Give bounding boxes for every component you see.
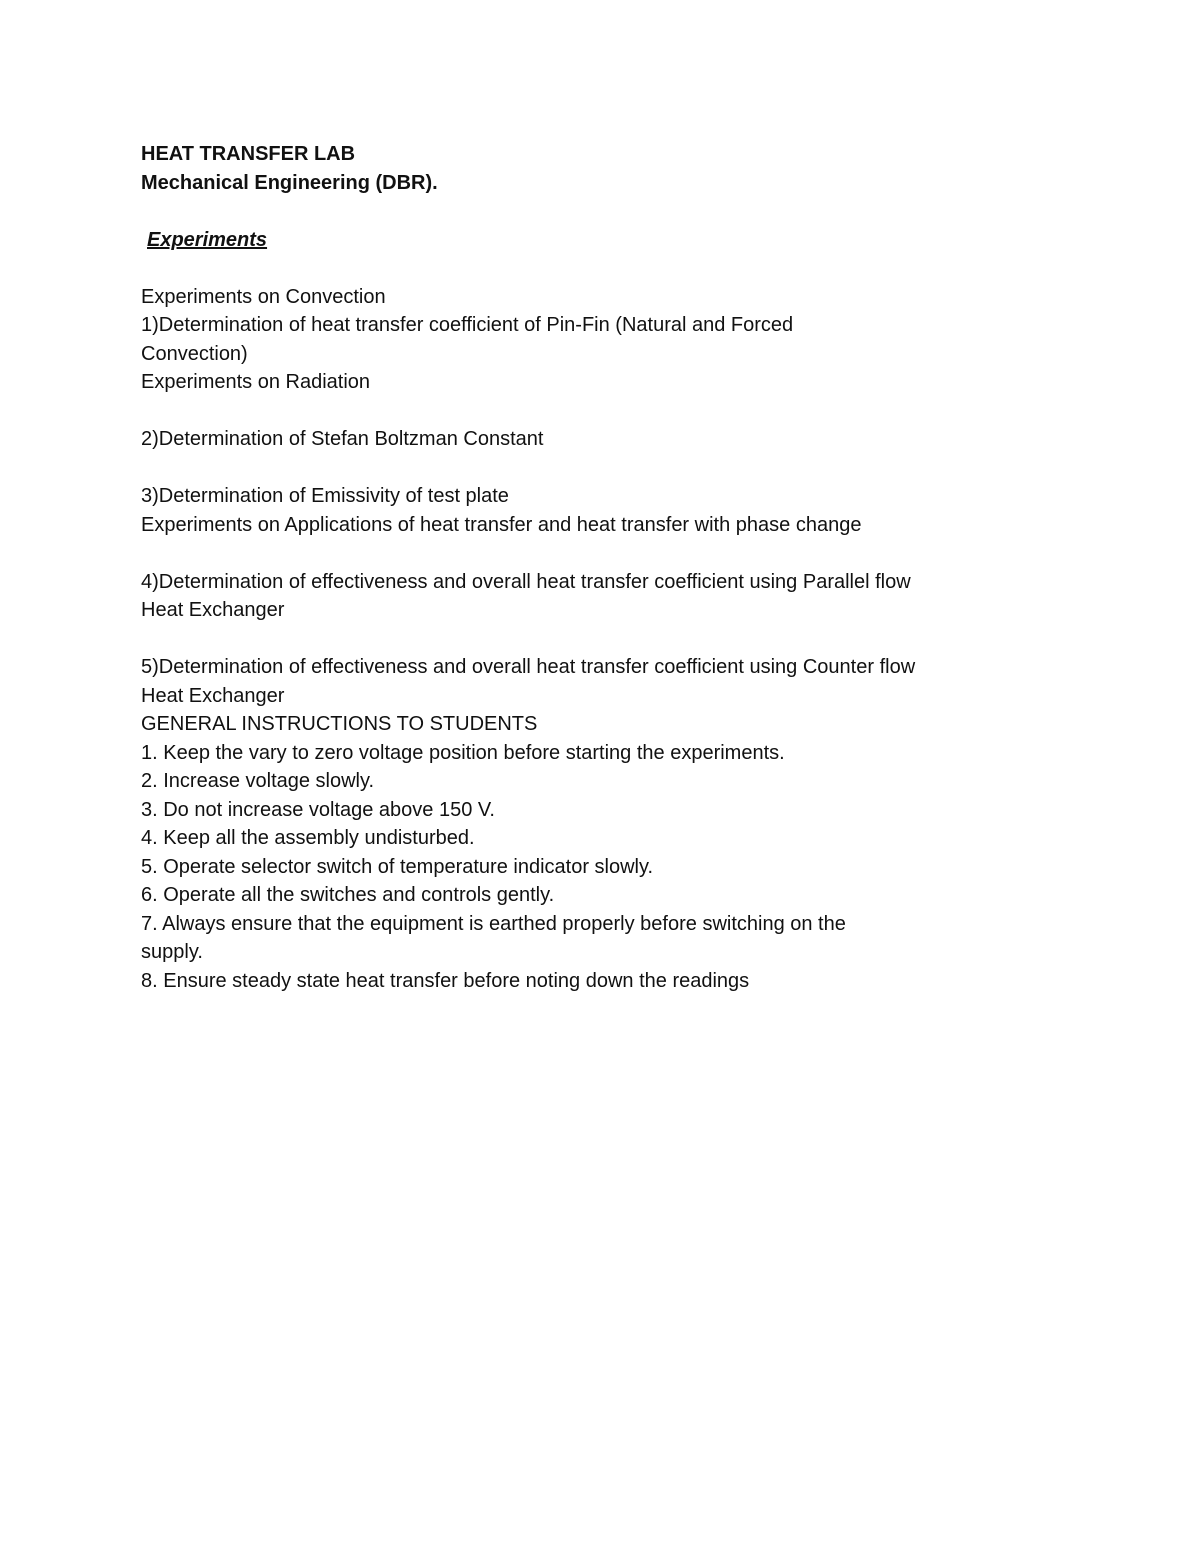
radiation-heading: Experiments on Radiation: [141, 371, 371, 393]
spacer: [141, 625, 1021, 654]
instruction-item: 2. Increase voltage slowly.: [141, 770, 375, 792]
applications-heading: Experiments on Applications of heat transfer and heat transfer with phase change: [141, 513, 862, 536]
experiment-1-line-1: 1)Determination of heat transfer coefficient of Pin-Fin (Natural and Forced: [141, 314, 794, 336]
document-title: HEAT TRANSFER LAB: [141, 143, 356, 165]
instruction-item: 1. Keep the vary to zero voltage position before starting the experiments.: [141, 741, 785, 764]
section-heading-row: [141, 226, 1021, 255]
spacer: [141, 197, 1021, 226]
experiment-3: 3)Determination of Emissivity of test plate: [141, 485, 509, 507]
instruction-item: 4. Keep all the assembly undisturbed.: [141, 827, 475, 849]
instruction-item: 5. Operate selector switch of temperature indicator slowly.: [141, 855, 654, 878]
experiment-1-line-2: Convection): [141, 342, 248, 365]
experiment-4-line-2: Heat Exchanger: [141, 599, 285, 621]
spacer: [141, 454, 1021, 483]
experiment-4-line-1: 4)Determination of effectiveness and overall heat transfer coefficient using Parallel flow: [141, 570, 911, 593]
document-subtitle: Mechanical Engineering (DBR).: [141, 171, 438, 194]
experiment-5-line-1: 5)Determination of effectiveness and overall heat transfer coefficient using Counter flow: [141, 656, 916, 678]
section-heading-experiments: Experiments: [147, 228, 268, 251]
instructions-heading: GENERAL INSTRUCTIONS TO STUDENTS: [141, 713, 538, 735]
experiment-2: 2)Determination of Stefan Boltzman Constant: [141, 428, 544, 450]
spacer: [141, 539, 1021, 568]
experiment-5-line-2: Heat Exchanger: [141, 684, 285, 707]
document-body: [141, 140, 1021, 995]
spacer: [141, 254, 1021, 283]
instruction-item: 8. Ensure steady state heat transfer before noting down the readings: [141, 969, 750, 992]
spacer: [141, 397, 1021, 426]
convection-heading: Experiments on Convection: [141, 285, 386, 308]
instruction-item: 6. Operate all the switches and controls gently.: [141, 884, 555, 906]
instruction-item: 7. Always ensure that the equipment is earthed properly before switching on the: [141, 912, 846, 935]
instruction-item: supply.: [141, 941, 203, 963]
instruction-item: 3. Do not increase voltage above 150 V.: [141, 798, 495, 821]
